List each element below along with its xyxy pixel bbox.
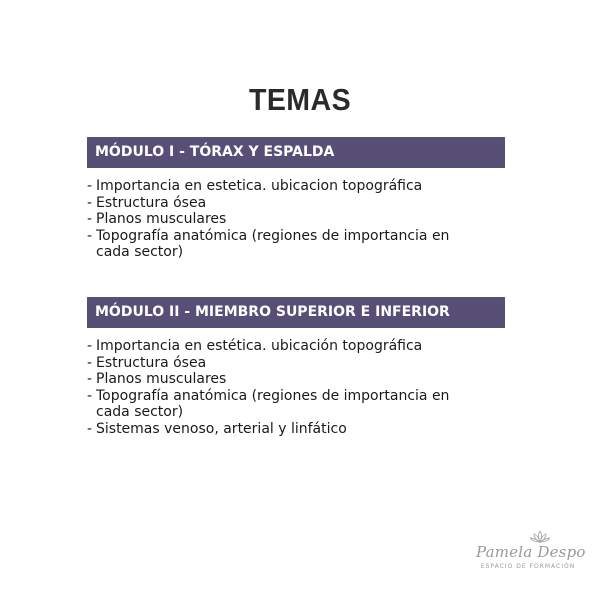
list-item-text: Topografía anatómica (regiones de importancia en cada sector) [96, 387, 450, 420]
list-item-text: Planos musculares [96, 371, 227, 387]
list-item-text: Importancia en estetica. ubicacion topográfica [96, 178, 423, 194]
page-title: TEMAS [248, 82, 352, 117]
module-2-topic-list [87, 338, 507, 437]
list-item-text: Topografía anatómica (regiones de importancia en cada sector) [96, 227, 450, 260]
list-item: - Estructura ósea [87, 354, 207, 371]
logo-name: Pamela Despo [476, 543, 586, 561]
list-item-text: Estructura ósea [96, 194, 207, 211]
lotus-flower-icon [530, 530, 550, 544]
brand-logo [476, 530, 586, 578]
list-item: - Planos musculares [87, 211, 227, 227]
list-item: - Planos musculares [87, 371, 227, 387]
list-item: - Sistemas venoso, arterial y linfático [87, 420, 347, 437]
list-item-text: Sistemas venoso, arterial y linfático [96, 420, 347, 437]
list-item-text: Estructura ósea [96, 354, 207, 371]
list-item-text: Importancia en estética. ubicación topográfica [96, 338, 423, 354]
list-item-text: Planos musculares [96, 211, 227, 227]
list-item: - Estructura ósea [87, 194, 207, 211]
list-item: - Topografía anatómica (regiones de importancia en cada sector) [87, 387, 450, 420]
module-2-header: MÓDULO II - MIEMBRO SUPERIOR E INFERIOR [87, 297, 505, 328]
module-1-topic-list [87, 178, 507, 261]
list-item: - Importancia en estetica. ubicacion topográfica [87, 178, 423, 194]
list-item: - Topografía anatómica (regiones de importancia en cada sector) [87, 227, 450, 260]
logo-tagline: ESPACIO DE FORMACIÓN [480, 563, 576, 570]
list-item: - Importancia en estética. ubicación topográfica [87, 338, 423, 354]
module-1-header: MÓDULO I - TÓRAX Y ESPALDA [87, 137, 505, 168]
